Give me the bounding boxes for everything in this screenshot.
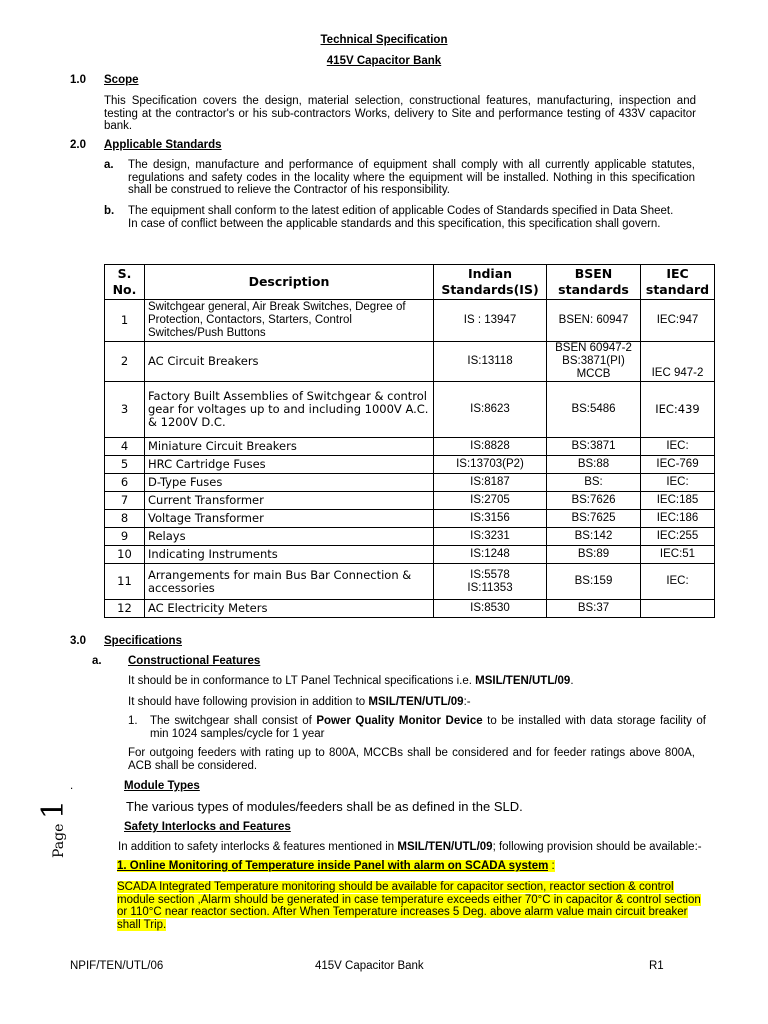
cell-sno: 6 [105,474,145,492]
cell-sno: 7 [105,492,145,510]
cell-bsen: BS:7625 [547,510,641,528]
conformance-ref: MSIL/TEN/UTL/09 [475,675,571,687]
cell-description: D-Type Fuses [145,474,434,492]
section-2-heading: Applicable Standards [104,139,222,151]
cell-sno: 2 [105,342,145,382]
cell-bsen: BS: [547,474,641,492]
cell-iec: IEC: [641,564,715,600]
cell-is: IS:3156 [434,510,547,528]
table-row [105,342,715,382]
cell-bsen: BS:88 [547,456,641,474]
cell-is: IS : 13947 [434,300,547,342]
footer-revision: R1 [649,960,664,972]
cell-description: Voltage Transformer [145,510,434,528]
table-row [105,546,715,564]
table-row [105,528,715,546]
header-indian-standards: Indian Standards(IS) [434,265,547,300]
item-a-text: The design, manufacture and performance of equipment shall comply with all currently applicable statutes, regulations and safety codes in the locality where the equipment will be installed. Nothing in this specification shall be construed to relieve the Contractor of his responsibility. [128,159,695,196]
section-2-number: 2.0 [70,139,86,151]
cell-is: IS:8530 [434,600,547,618]
page-number-marker [36,800,71,858]
constructional-features-heading: Constructional Features [128,655,261,667]
cell-sno: 12 [105,600,145,618]
header-description: Description [145,265,434,300]
section-3-heading: Specifications [104,635,182,647]
table-row [105,300,715,342]
section-1-heading: Scope [104,74,139,86]
cell-is: IS:13118 [434,342,547,382]
table-row [105,510,715,528]
cell-bsen: BS:89 [547,546,641,564]
cell-iec: IEC: [641,474,715,492]
cell-sno: 4 [105,438,145,456]
online-monitoring-heading [117,860,555,872]
cell-iec: IEC: [641,438,715,456]
safety-end: ; following provision should be available:- [492,841,702,853]
footer-doc-code: NPIF/TEN/UTL/06 [70,960,164,972]
page-word: Page [51,823,67,858]
table-row [105,474,715,492]
page-number: 1 [36,800,71,820]
table-row [105,456,715,474]
section-1-number: 1.0 [70,74,86,86]
scada-paragraph [117,881,703,931]
provision-text: It should have following provision in addition to [128,696,369,708]
safety-ref: MSIL/TEN/UTL/09 [397,841,493,853]
cell-is: IS:8187 [434,474,547,492]
cell-bsen: BSEN: 60947 [547,300,641,342]
cell-sno: 3 [105,382,145,438]
cell-iec: IEC:51 [641,546,715,564]
section-3-number: 3.0 [70,635,86,647]
cell-description: AC Electricity Meters [145,600,434,618]
table-row [105,600,715,618]
cell-bsen: BSEN 60947-2 BS:3871(PI) MCCB [547,342,641,382]
item-3a-label: a. [92,655,102,667]
cell-is: IS:13703(P2) [434,456,547,474]
item-b-text-1: The equipment shall conform to the latest edition of applicable Codes of Standards specified in Data Sheet. [128,205,674,217]
item-1-post: to be installed with data storage facility of min 1024 samples/cycle for 1 year [150,715,706,740]
header-sno: S. No. [105,265,145,300]
item-a-label: a. [104,159,114,171]
footer-title: 415V Capacitor Bank [315,960,424,972]
cell-bsen: BS:3871 [547,438,641,456]
cell-is: IS:3231 [434,528,547,546]
cell-iec: IEC:947 [641,300,715,342]
cell-is: IS:8828 [434,438,547,456]
cell-sno: 5 [105,456,145,474]
standards-table [104,264,715,618]
cell-iec: IEC:186 [641,510,715,528]
cell-description: Indicating Instruments [145,546,434,564]
cell-iec [641,600,715,618]
document-subtitle: 415V Capacitor Bank [326,55,442,67]
conformance-end: . [570,675,574,687]
scope-paragraph: This Specification covers the design, material selection, constructional features, manufacturing, inspection and testing at the contractor's or his sub-contractors Works, delivery to Site and performance testing of 433V capacitor bank. [104,95,696,132]
cell-description: Arrangements for main Bus Bar Connection & accessories [145,564,434,600]
cell-bsen: BS:5486 [547,382,641,438]
conformance-text: It should be in conformance to LT Panel Technical specifications i.e. [128,675,476,687]
cell-sno: 9 [105,528,145,546]
safety-line [118,841,702,853]
online-monitoring-title: 1. Online Monitoring of Temperature inside Panel with alarm on SCADA system [117,860,549,872]
table-row [105,492,715,510]
cell-is: IS:5578 IS:11353 [434,564,547,600]
cell-is: IS:2705 [434,492,547,510]
cell-sno: 8 [105,510,145,528]
cell-description: Miniature Circuit Breakers [145,438,434,456]
item-b-text-2: In case of conflict between the applicable standards and this specification, this specification shall govern. [128,218,661,230]
cell-is: IS:8623 [434,382,547,438]
cell-description: Relays [145,528,434,546]
table-row [105,564,715,600]
cell-description: HRC Cartridge Fuses [145,456,434,474]
header-iec-standard: IEC standard [641,265,715,300]
provision-end: :- [463,696,471,708]
item-b-label: b. [104,205,115,217]
header-bsen-standards: BSEN standards [547,265,641,300]
safety-interlocks-heading: Safety Interlocks and Features [124,821,291,833]
provision-line [128,696,471,708]
cell-iec: IEC:255 [641,528,715,546]
conformance-line [128,675,574,687]
cell-sno: 1 [105,300,145,342]
module-types-heading: Module Types [124,780,200,792]
cell-bsen: BS:159 [547,564,641,600]
item-1-pre: The switchgear shall consist of [150,715,317,727]
outgoing-feeders-paragraph: For outgoing feeders with rating up to 800A, MCCBs shall be considered and for feeder ratings above 800A, ACB shall be considered. [128,747,695,772]
cell-bsen: BS:142 [547,528,641,546]
document-title: Technical Specification [320,34,448,46]
cell-description: AC Circuit Breakers [145,342,434,382]
online-monitoring-colon: : [548,860,555,872]
stray-dot: . [70,780,74,792]
item-1-device: Power Quality Monitor Device [316,715,483,727]
item-1-text [150,715,706,740]
cell-description: Current Transformer [145,492,434,510]
cell-sno: 10 [105,546,145,564]
cell-description: Switchgear general, Air Break Switches, Degree of Protection, Contactors, Starters, Control Switches/Push Buttons [145,300,434,342]
scada-text: SCADA Integrated Temperature monitoring should be available for capacitor section, reactor section & control module section ,Alarm should be generated in case temperature exceeds either 70°C in capacitor & control section or 110°C near reactor section. After When Temperature increases 5 Deg. above alarm value main circuit breaker shall Trip. [117,881,701,931]
item-1-number: 1. [128,715,138,727]
cell-iec: IEC-769 [641,456,715,474]
cell-iec: IEC 947-2 [641,342,715,382]
cell-sno: 11 [105,564,145,600]
table-header-row [105,265,715,300]
provision-ref: MSIL/TEN/UTL/09 [368,696,464,708]
table-row [105,382,715,438]
module-types-text: The various types of modules/feeders shall be as defined in the SLD. [126,799,523,814]
cell-is: IS:1248 [434,546,547,564]
cell-iec: IEC:185 [641,492,715,510]
cell-description: Factory Built Assemblies of Switchgear & control gear for voltages up to and including 1000V A.C. & 1200V D.C. [145,382,434,438]
cell-iec: IEC:439 [641,382,715,438]
safety-text: In addition to safety interlocks & features mentioned in [118,841,398,853]
cell-bsen: BS:7626 [547,492,641,510]
table-row [105,438,715,456]
cell-bsen: BS:37 [547,600,641,618]
